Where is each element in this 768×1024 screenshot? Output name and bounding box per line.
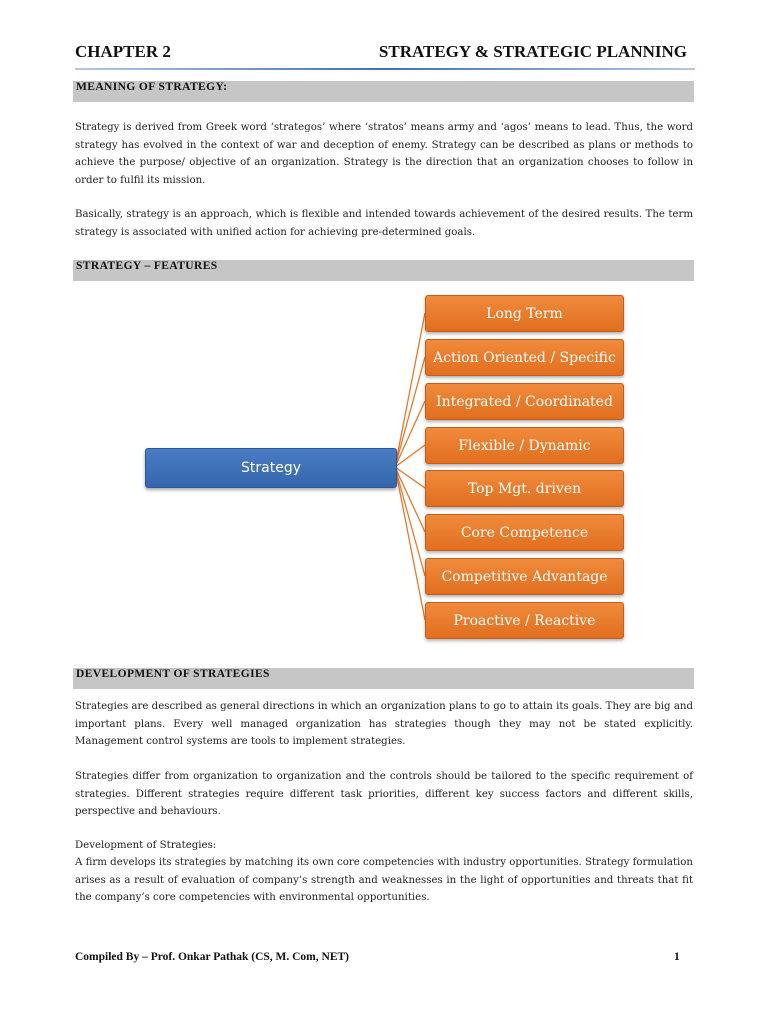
section-heading-features: STRATEGY – FEATURES [73,260,694,281]
paragraph-development-1: Strategies are described as general directions in which an organization plans to go to attain its goals. They are big and important plans. Every well managed organization has strategies though they may not be stated explicitly. Management control systems are tools to implement strategies. [75,701,693,747]
chapter-title: STRATEGY & STRATEGIC PLANNING [378,42,687,61]
paragraph-development-2: Strategies differ from organization to organization and the controls should be tailored to the specific requirement of strategies. Different strategies require different task priorities, different key success factors and different skills, perspective and behaviours. [75,771,693,817]
feature-box-integrated [425,383,624,420]
connector-line [395,467,425,620]
footer-credit: Compiled By – Prof. Onkar Pathak (CS, M. Com, NET) [75,951,349,963]
section-heading-development: DEVELOPMENT OF STRATEGIES [73,668,694,689]
feature-box-competitive-advantage [425,558,624,595]
connector-line [395,313,425,467]
paragraph-development-3: Development of Strategies: [75,840,217,851]
chapter-label: CHAPTER 2 [75,42,171,61]
section-heading-meaning: MEANING OF STRATEGY: [73,81,694,102]
diagram-root-strategy [145,448,397,488]
feature-label: Flexible / Dynamic [458,437,591,454]
feature-box-proactive [425,602,624,639]
paragraph-meaning-2: Basically, strategy is an approach, which is flexible and intended towards achievement of the desired results. The term strategy is associated with unified action for achieving pre-determined goals. [75,209,693,238]
paragraph-meaning-1: Strategy is derived from Greek word ‘strategos’ where ‘stratos’ means army and ‘agos’ means to lead. Thus, the word strategy has evolved in the context of war and deception of enemy. Strategy can be described as plans or methods to achieve the purpose/ objective of an organization. Strategy is the direction that an organization chooses to follow in order to fulfil its mission. [75,122,693,186]
feature-box-core-competence [425,514,624,551]
page-number: 1 [674,951,680,963]
feature-label: Top Mgt. driven [467,480,582,497]
feature-label: Competitive Advantage [441,568,608,585]
diagram-root-label: Strategy [241,460,301,476]
feature-label: Long Term [486,305,563,322]
feature-box-flexible [425,427,624,464]
paragraph-development-4: A firm develops its strategies by matching its own core competencies with industry opportunities. Strategy formulation arises as a result of evaluation of company’s strength and weaknesses in the light of opportunities and threats that fit the company’s core competencies with environmental opportunities. [75,857,693,903]
feature-label: Proactive / Reactive [453,612,596,629]
feature-label: Integrated / Coordinated [436,393,613,410]
feature-label: Action Oriented / Specific [433,349,616,366]
feature-box-action-oriented [425,339,624,376]
feature-box-top-mgt [425,470,624,507]
feature-box-long-term [425,295,624,332]
feature-label: Core Competence [460,524,589,541]
